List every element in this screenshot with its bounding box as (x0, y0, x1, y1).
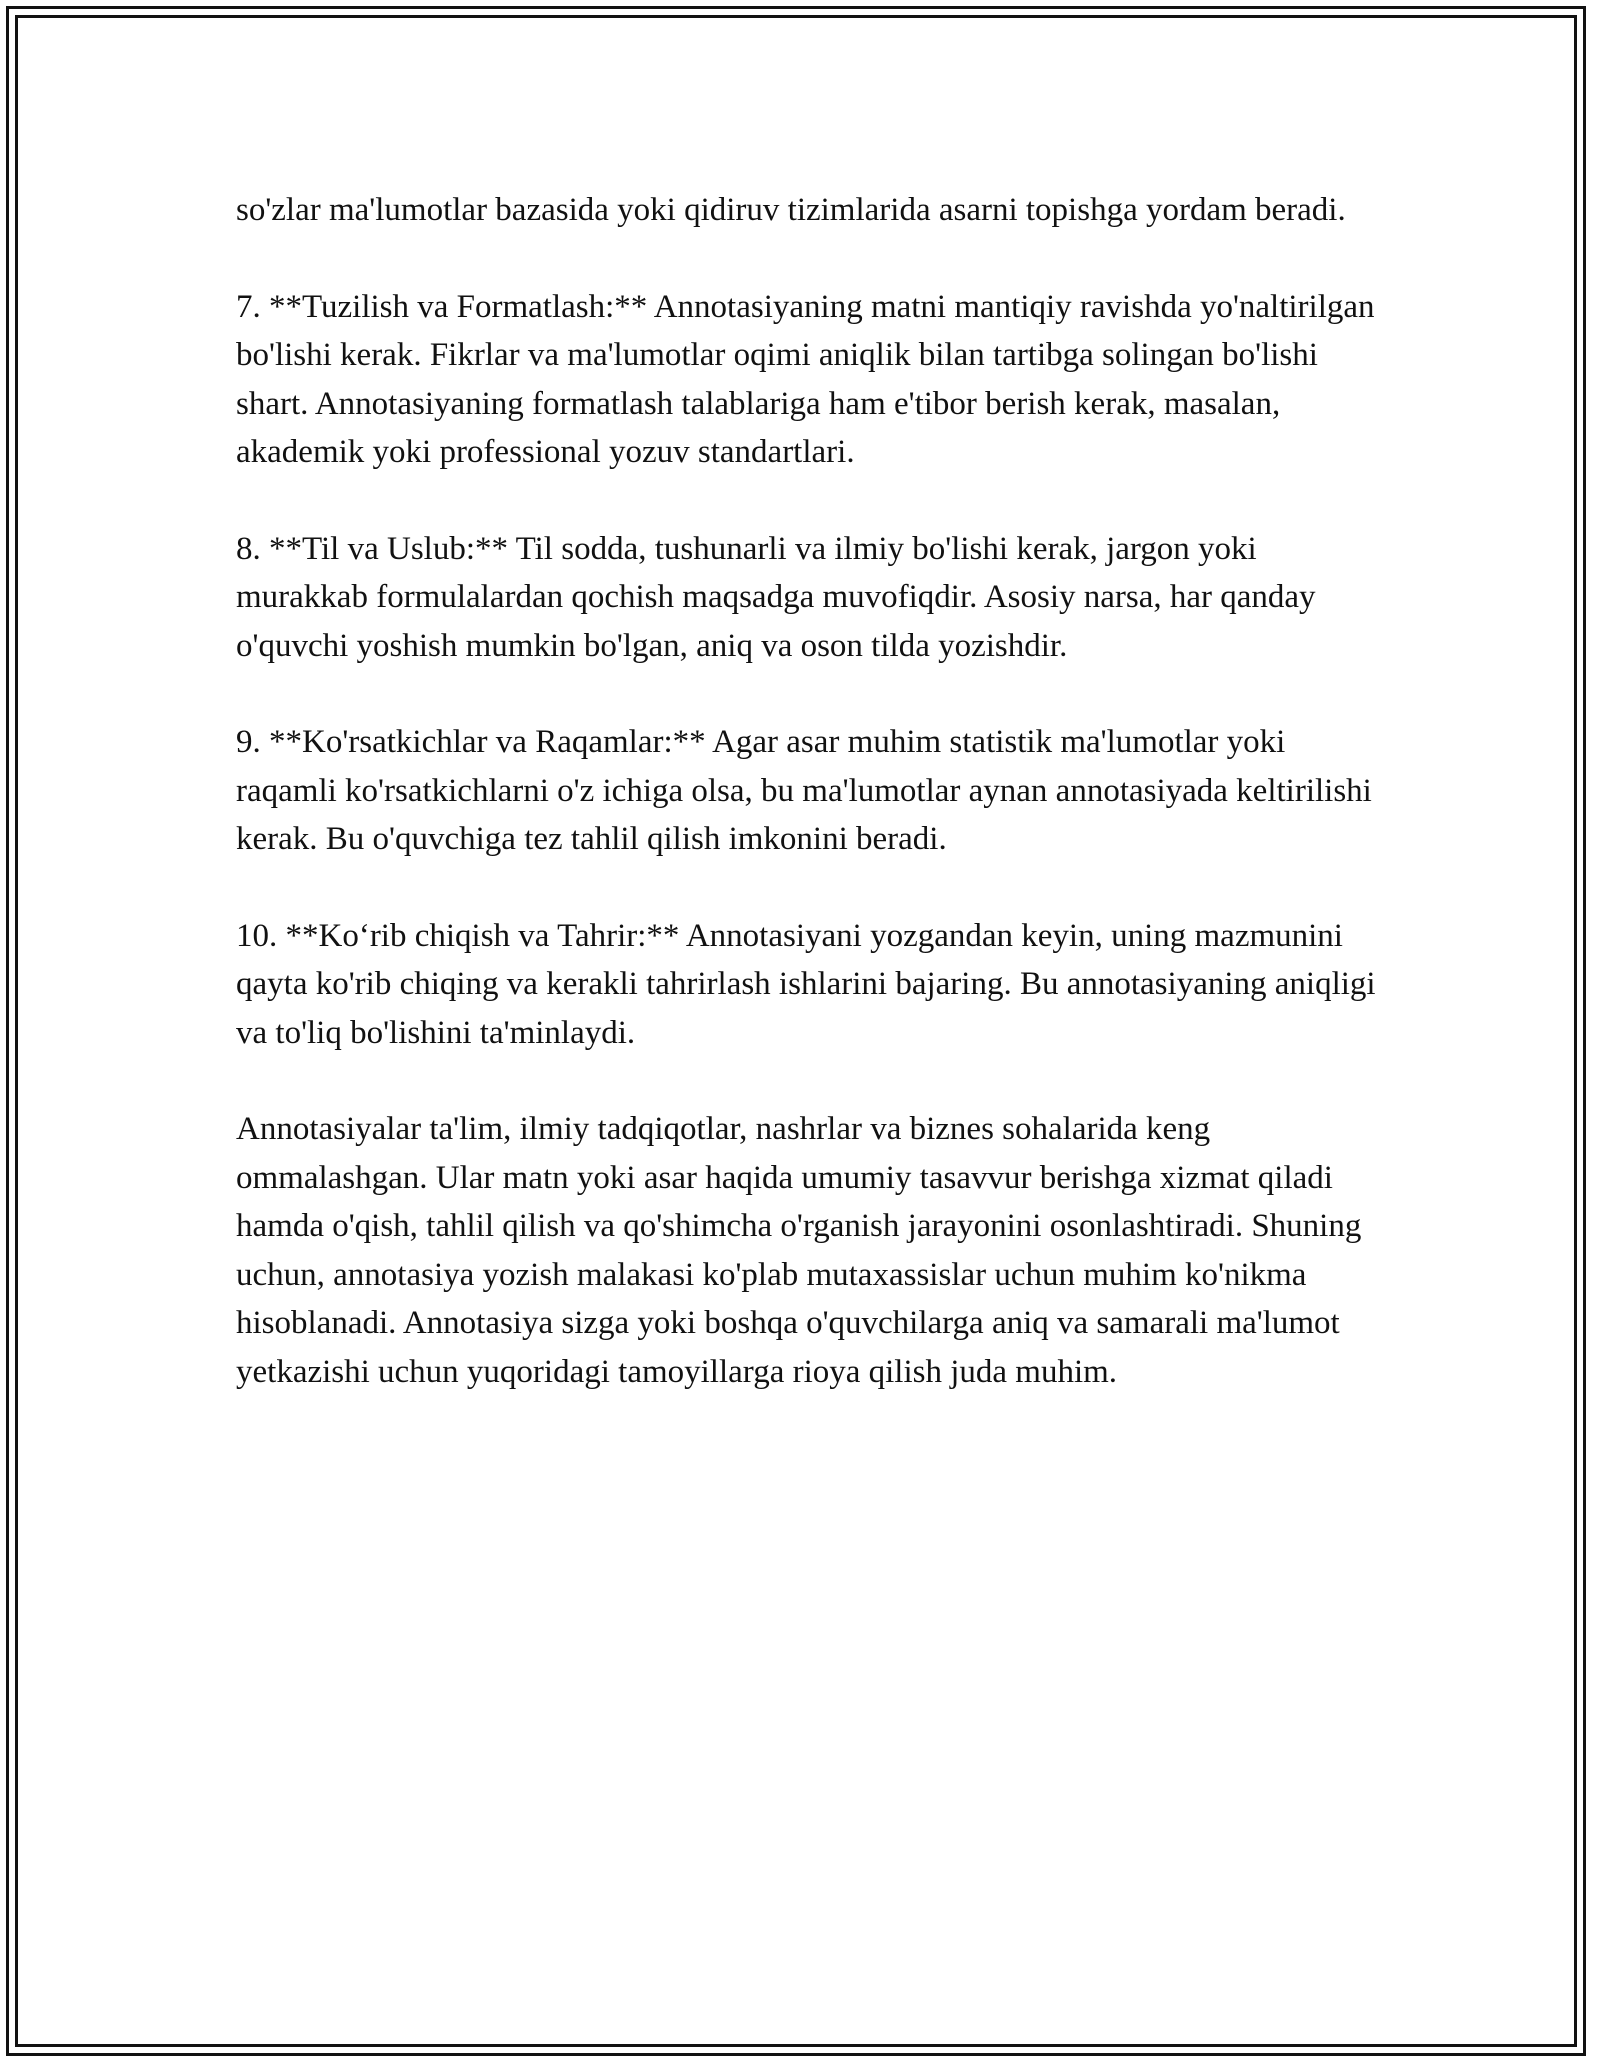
paragraph-item-10: 10. **Koʻrib chiqish va Tahrir:** Annotasiyani yozgandan keyin, uning mazmunini qayta ko'rib chiqing va kerakli tahrirlash ishlarini bajaring. Bu annotasiyaning aniqligi va to'liq bo'lishini ta'minlaydi. (236, 917, 1376, 1051)
paragraph-item-9: 9. **Ko'rsatkichlar va Raqamlar:** Agar asar muhim statistik ma'lumotlar yoki raqamli ko'rsatkichlarni o'z ichiga olsa, bu ma'lumotlar aynan annotasiyada keltirilishi kerak. Bu o'quvchiga tez tahlil qilish imkonini beradi. (236, 724, 1372, 857)
paragraph-item-8: 8. **Til va Uslub:** Til sodda, tushunarli va ilmiy bo'lishi kerak, jargon yoki murakkab formulalardan qochish maqsadga muvofiqdir. Asosiy narsa, har qanday o'quvchi yoshish mumkin bo'lgan, aniq va oson tilda yozishdir. (236, 530, 1316, 664)
document-body (236, 186, 1386, 1444)
paragraph-continuation: so'zlar ma'lumotlar bazasida yoki qidiruv tizimlarida asarni topishga yordam beradi. (236, 192, 1346, 228)
paragraph-conclusion: Annotasiyalar ta'lim, ilmiy tadqiqotlar, nashrlar va biznes sohalarida keng ommalashgan. Ular matn yoki asar haqida umumiy tasavvur berishga xizmat qiladi hamda o'qish, tahlil qilish va qo'shimcha o'rganish jarayonini osonlashtiradi. Shuning uchun, annotasiya yozish malakasi ko'plab mutaxassislar uchun muhim ko'nikma hisoblanadi. Annotasiya sizga yoki boshqa o'quvchilarga aniq va samarali ma'lumot yetkazishi uchun yuqoridagi tamoyillarga rioya qilish juda muhim. (236, 1111, 1362, 1390)
paragraph-item-7: 7. **Tuzilish va Formatlash:** Annotasiyaning matni mantiqiy ravishda yo'naltirilgan bo'lishi kerak. Fikrlar va ma'lumotlar oqimi aniqlik bilan tartibga solingan bo'lishi shart. Annotasiyaning formatlash talablariga ham e'tibor berish kerak, masalan, akademik yoki professional yozuv standartlari. (236, 288, 1375, 470)
